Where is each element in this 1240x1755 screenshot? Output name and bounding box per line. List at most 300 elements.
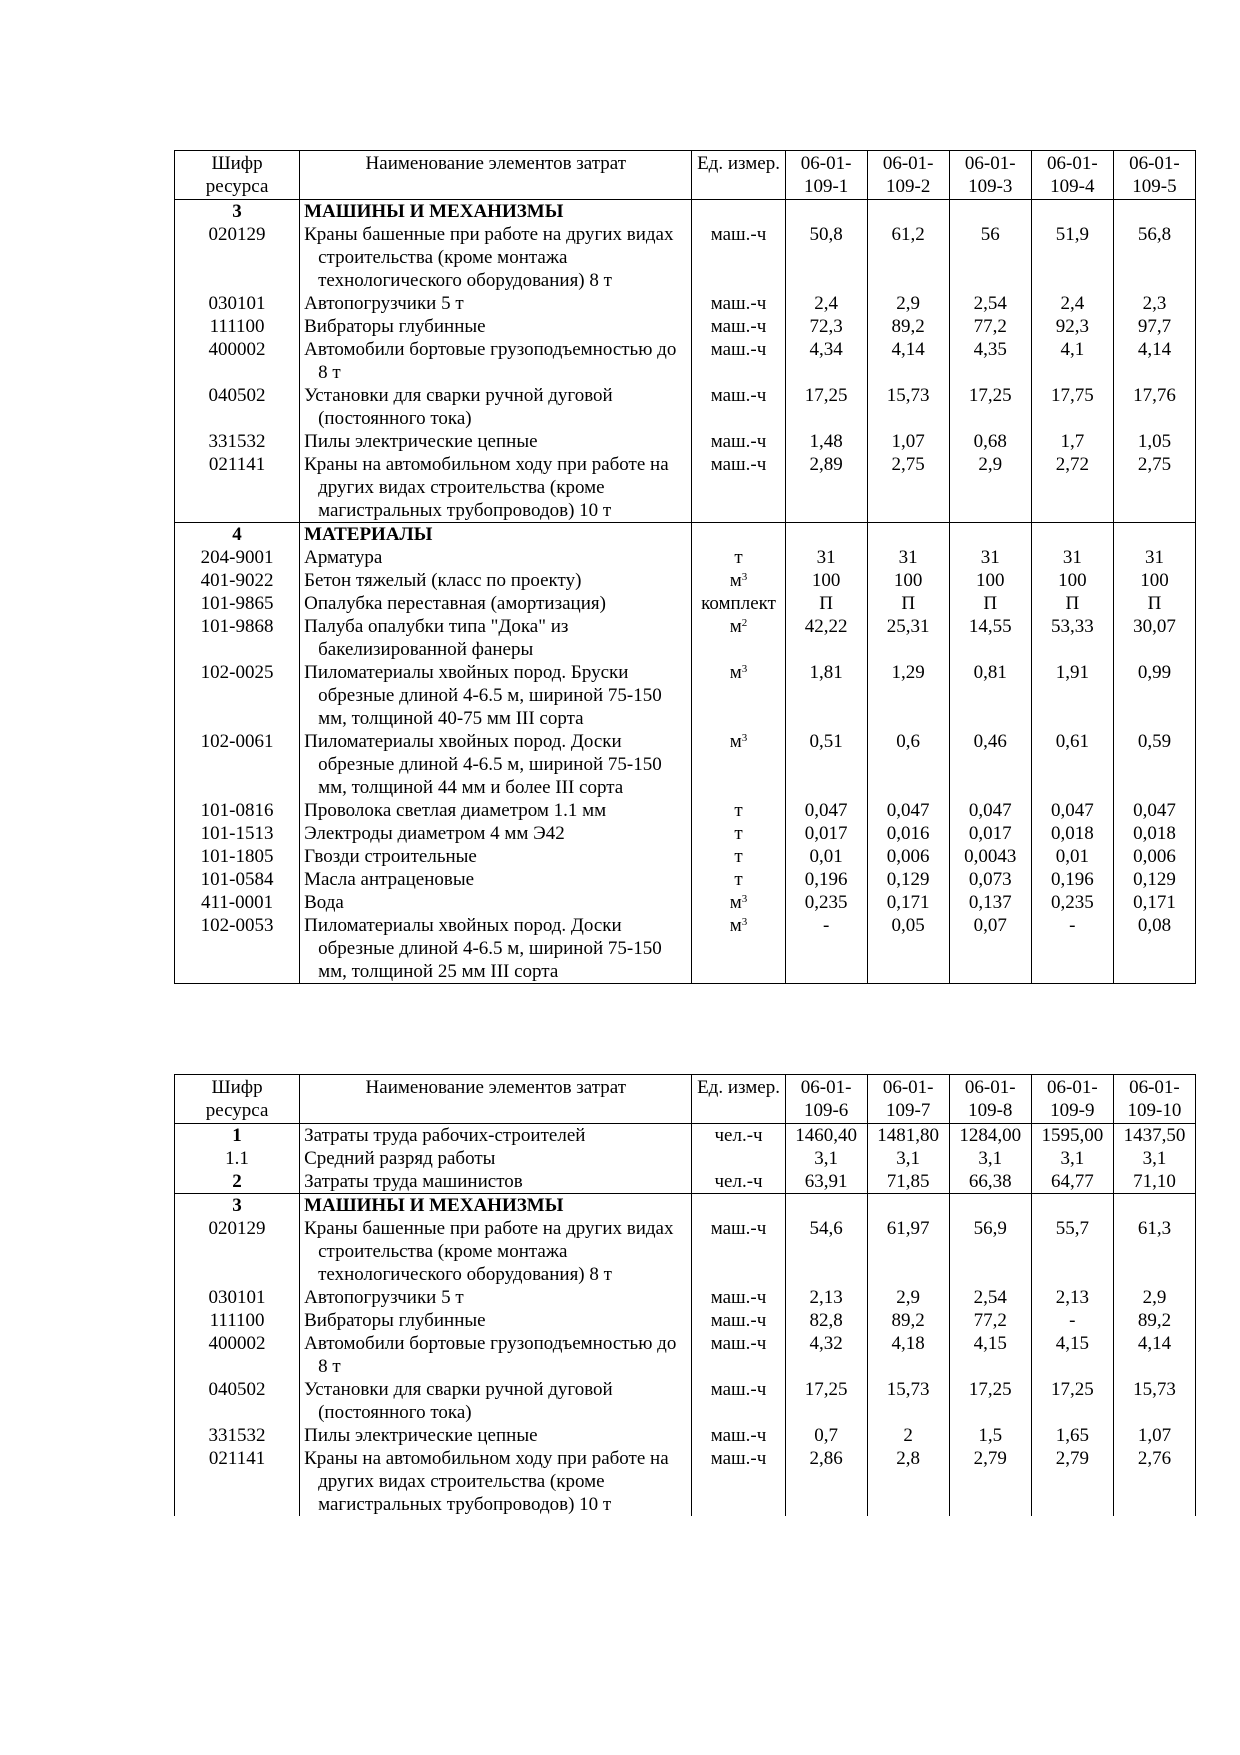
cost-element-text: Пилы электрические цепные bbox=[304, 1425, 538, 1446]
cost-element-name bbox=[300, 292, 692, 315]
table-row bbox=[175, 1447, 1196, 1516]
norm-value: 0,006 bbox=[1113, 845, 1195, 868]
norm-value: 2,86 bbox=[785, 1447, 867, 1516]
norm-value bbox=[1031, 523, 1113, 547]
table-header-row bbox=[175, 151, 1196, 200]
cost-element-name bbox=[300, 822, 692, 845]
resource-code: 331532 bbox=[175, 430, 300, 453]
norm-value: - bbox=[785, 914, 867, 984]
unit-exponent: 3 bbox=[741, 893, 748, 905]
header-norm-col: 06-01-109-6 bbox=[785, 1075, 867, 1124]
norm-value: 2,79 bbox=[1031, 1447, 1113, 1516]
norm-value: 0,047 bbox=[949, 799, 1031, 822]
norm-value: 4,32 bbox=[785, 1332, 867, 1378]
resource-code: 030101 bbox=[175, 292, 300, 315]
norm-value: 4,1 bbox=[1031, 338, 1113, 384]
norm-value: 2,13 bbox=[785, 1286, 867, 1309]
norm-value: 15,73 bbox=[867, 384, 949, 430]
cost-element-name bbox=[300, 523, 692, 547]
norm-value bbox=[1031, 200, 1113, 224]
header-resource-code: Шифр ресурса bbox=[175, 151, 300, 200]
cost-element-name bbox=[300, 1194, 692, 1218]
resource-code: 111100 bbox=[175, 315, 300, 338]
norm-value: 2,89 bbox=[785, 453, 867, 523]
unit-of-measure bbox=[692, 546, 785, 569]
norm-value bbox=[1113, 523, 1195, 547]
norm-value: 0,006 bbox=[867, 845, 949, 868]
table-row bbox=[175, 891, 1196, 914]
unit-of-measure bbox=[692, 822, 785, 845]
unit-text: маш.-ч bbox=[710, 316, 767, 337]
cost-element-name bbox=[300, 315, 692, 338]
norm-value: 1,91 bbox=[1031, 661, 1113, 730]
norm-value: 3,1 bbox=[785, 1147, 867, 1170]
cost-element-text: Бетон тяжелый (класс по проекту) bbox=[304, 570, 582, 591]
norm-value: 72,3 bbox=[785, 315, 867, 338]
resource-code: 102-0061 bbox=[175, 730, 300, 799]
norm-value: 0,018 bbox=[1031, 822, 1113, 845]
norm-value: 0,01 bbox=[785, 845, 867, 868]
norm-value: 1595,00 bbox=[1031, 1124, 1113, 1148]
norm-value: 2 bbox=[867, 1424, 949, 1447]
norm-value: 0,196 bbox=[785, 868, 867, 891]
unit-of-measure bbox=[692, 200, 785, 224]
cost-element-name bbox=[300, 1447, 692, 1516]
norm-value: 0,235 bbox=[1031, 891, 1113, 914]
cost-element-text: Затраты труда машинистов bbox=[304, 1171, 523, 1192]
norm-value: 1,29 bbox=[867, 661, 949, 730]
unit-exponent: 3 bbox=[741, 571, 748, 583]
norm-value: П bbox=[1113, 592, 1195, 615]
resource-code: 400002 bbox=[175, 338, 300, 384]
unit-text: маш.-ч bbox=[710, 1333, 767, 1354]
cost-element-text: Палуба опалубки типа "Дока" из бакелизированной фанеры bbox=[304, 616, 569, 660]
table-row bbox=[175, 315, 1196, 338]
cost-element-text: Краны башенные при работе на других видах строительства (кроме монтажа технологического оборудования) 8 т bbox=[304, 1218, 674, 1285]
norm-value: 0,07 bbox=[949, 914, 1031, 984]
norm-value: 0,235 bbox=[785, 891, 867, 914]
unit-text: маш.-ч bbox=[710, 1425, 767, 1446]
cost-element-text: МАШИНЫ И МЕХАНИЗМЫ bbox=[304, 201, 564, 222]
norm-value: 3,1 bbox=[867, 1147, 949, 1170]
header-norm-col: 06-01-109-10 bbox=[1113, 1075, 1195, 1124]
unit-of-measure bbox=[692, 914, 785, 984]
norm-value: 2,54 bbox=[949, 292, 1031, 315]
norm-value: 0,196 bbox=[1031, 868, 1113, 891]
cost-element-text: Автопогрузчики 5 т bbox=[304, 293, 464, 314]
cost-element-text: Краны на автомобильном ходу при работе на других видах строительства (кроме магистральных трубопроводов) 10 т bbox=[304, 1448, 669, 1515]
norm-value: 89,2 bbox=[867, 1309, 949, 1332]
norm-value: 2,76 bbox=[1113, 1447, 1195, 1516]
norm-value: 2,75 bbox=[867, 453, 949, 523]
table-body bbox=[175, 1124, 1196, 1517]
resource-code: 401-9022 bbox=[175, 569, 300, 592]
unit-text: маш.-ч bbox=[710, 431, 767, 452]
norm-value: П bbox=[785, 592, 867, 615]
header-norm-col: 06-01-109-3 bbox=[949, 151, 1031, 200]
resource-code: 101-9865 bbox=[175, 592, 300, 615]
norm-value: 2,9 bbox=[1113, 1286, 1195, 1309]
cost-element-name bbox=[300, 200, 692, 224]
table-row bbox=[175, 223, 1196, 292]
norm-value: 0,017 bbox=[949, 822, 1031, 845]
cost-element-text: Пиломатериалы хвойных пород. Доски обрезные длиной 4-6.5 м, шириной 75-150 мм, толщиной 25 мм III сорта bbox=[304, 915, 662, 982]
norm-value: 0,047 bbox=[867, 799, 949, 822]
unit-of-measure bbox=[692, 453, 785, 523]
unit-of-measure bbox=[692, 569, 785, 592]
norm-value: 0,05 bbox=[867, 914, 949, 984]
norm-value: 61,97 bbox=[867, 1217, 949, 1286]
unit-of-measure bbox=[692, 1170, 785, 1194]
cost-element-name bbox=[300, 1286, 692, 1309]
unit-of-measure bbox=[692, 1217, 785, 1286]
unit-text: маш.-ч bbox=[710, 1287, 767, 1308]
cost-element-name bbox=[300, 569, 692, 592]
table-row bbox=[175, 338, 1196, 384]
norm-value: 31 bbox=[1113, 546, 1195, 569]
norm-value: 89,2 bbox=[867, 315, 949, 338]
norm-value: 17,76 bbox=[1113, 384, 1195, 430]
resource-code: 2 bbox=[175, 1170, 300, 1194]
table-row bbox=[175, 430, 1196, 453]
norm-value: 25,31 bbox=[867, 615, 949, 661]
unit-text: т bbox=[734, 846, 743, 867]
cost-element-name bbox=[300, 1170, 692, 1194]
table-body bbox=[175, 200, 1196, 984]
norm-value: 0,81 bbox=[949, 661, 1031, 730]
norm-value: 82,8 bbox=[785, 1309, 867, 1332]
header-norm-col: 06-01-109-1 bbox=[785, 151, 867, 200]
norm-value: 0,018 bbox=[1113, 822, 1195, 845]
cost-element-name bbox=[300, 384, 692, 430]
cost-element-name bbox=[300, 914, 692, 984]
norm-value: 0,7 bbox=[785, 1424, 867, 1447]
norm-value: 71,85 bbox=[867, 1170, 949, 1194]
resource-code: 101-0816 bbox=[175, 799, 300, 822]
norm-value: 0,08 bbox=[1113, 914, 1195, 984]
norm-value: 0,047 bbox=[785, 799, 867, 822]
norm-value: 2,79 bbox=[949, 1447, 1031, 1516]
norm-value bbox=[867, 200, 949, 224]
unit-of-measure bbox=[692, 1447, 785, 1516]
unit-of-measure bbox=[692, 315, 785, 338]
unit-of-measure bbox=[692, 730, 785, 799]
norm-value: 0,129 bbox=[867, 868, 949, 891]
norm-value: 1,7 bbox=[1031, 430, 1113, 453]
norm-value: 31 bbox=[785, 546, 867, 569]
table-row bbox=[175, 1217, 1196, 1286]
norm-value: 2,9 bbox=[949, 453, 1031, 523]
norm-value: 2,13 bbox=[1031, 1286, 1113, 1309]
norm-value bbox=[867, 523, 949, 547]
norm-value: 61,3 bbox=[1113, 1217, 1195, 1286]
unit-text: м bbox=[729, 892, 742, 913]
resource-code: 3 bbox=[175, 1194, 300, 1218]
norm-value: 1,5 bbox=[949, 1424, 1031, 1447]
norm-value: 53,33 bbox=[1031, 615, 1113, 661]
cost-element-text: Пиломатериалы хвойных пород. Бруски обрезные длиной 4-6.5 м, шириной 75-150 мм, толщиной 40-75 мм III сорта bbox=[304, 662, 662, 729]
resource-code: 040502 bbox=[175, 384, 300, 430]
unit-exponent: 3 bbox=[741, 916, 748, 928]
norm-value bbox=[867, 1194, 949, 1218]
norm-value bbox=[785, 1194, 867, 1218]
section-row bbox=[175, 523, 1196, 547]
norm-value: 17,25 bbox=[785, 1378, 867, 1424]
table-row bbox=[175, 730, 1196, 799]
norm-value: 2,72 bbox=[1031, 453, 1113, 523]
unit-text: маш.-ч bbox=[710, 385, 767, 406]
norm-value: 63,91 bbox=[785, 1170, 867, 1194]
cost-element-text: МАШИНЫ И МЕХАНИЗМЫ bbox=[304, 1195, 564, 1216]
table-row bbox=[175, 292, 1196, 315]
norm-value: 17,75 bbox=[1031, 384, 1113, 430]
norm-value: 0,99 bbox=[1113, 661, 1195, 730]
unit-of-measure bbox=[692, 615, 785, 661]
norm-value: 1,05 bbox=[1113, 430, 1195, 453]
unit-of-measure bbox=[692, 661, 785, 730]
table-row bbox=[175, 1424, 1196, 1447]
cost-element-name bbox=[300, 615, 692, 661]
resource-code: 111100 bbox=[175, 1309, 300, 1332]
cost-element-text: Краны башенные при работе на других видах строительства (кроме монтажа технологического оборудования) 8 т bbox=[304, 224, 674, 291]
norm-value: 31 bbox=[1031, 546, 1113, 569]
unit-text: маш.-ч bbox=[710, 339, 767, 360]
unit-text: маш.-ч bbox=[710, 1218, 767, 1239]
resource-code: 020129 bbox=[175, 223, 300, 292]
norm-value: 0,073 bbox=[949, 868, 1031, 891]
cost-element-name bbox=[300, 1378, 692, 1424]
unit-text: маш.-ч bbox=[710, 224, 767, 245]
table-row bbox=[175, 1147, 1196, 1170]
cost-element-text: Автомобили бортовые грузоподъемностью до 8 т bbox=[304, 1333, 677, 1377]
norm-value: 0,61 bbox=[1031, 730, 1113, 799]
cost-element-text: Автопогрузчики 5 т bbox=[304, 1287, 464, 1308]
norm-value: 0,047 bbox=[1113, 799, 1195, 822]
unit-text: т bbox=[734, 869, 743, 890]
norm-value: 56,9 bbox=[949, 1217, 1031, 1286]
unit-text: т bbox=[734, 823, 743, 844]
norm-value: 100 bbox=[785, 569, 867, 592]
resource-code: 3 bbox=[175, 200, 300, 224]
norm-value: 30,07 bbox=[1113, 615, 1195, 661]
norm-value: 71,10 bbox=[1113, 1170, 1195, 1194]
cost-element-name bbox=[300, 1309, 692, 1332]
norm-value: 31 bbox=[949, 546, 1031, 569]
cost-element-name bbox=[300, 730, 692, 799]
norm-value: 3,1 bbox=[1113, 1147, 1195, 1170]
cost-element-name bbox=[300, 845, 692, 868]
unit-of-measure bbox=[692, 891, 785, 914]
cost-element-name bbox=[300, 546, 692, 569]
table-row bbox=[175, 1124, 1196, 1148]
norm-value: 0,46 bbox=[949, 730, 1031, 799]
cost-element-text: МАТЕРИАЛЫ bbox=[304, 524, 433, 545]
resource-code: 021141 bbox=[175, 1447, 300, 1516]
resource-code: 411-0001 bbox=[175, 891, 300, 914]
resource-code: 4 bbox=[175, 523, 300, 547]
norm-value: 1460,40 bbox=[785, 1124, 867, 1148]
table-row bbox=[175, 1286, 1196, 1309]
unit-text: маш.-ч bbox=[710, 1448, 767, 1469]
norm-value: П bbox=[949, 592, 1031, 615]
table-row bbox=[175, 845, 1196, 868]
norm-value: 3,1 bbox=[1031, 1147, 1113, 1170]
table-row bbox=[175, 453, 1196, 523]
norms-table-2 bbox=[174, 1074, 1196, 1516]
unit-of-measure bbox=[692, 430, 785, 453]
table-row bbox=[175, 1309, 1196, 1332]
norm-value: 1,48 bbox=[785, 430, 867, 453]
norms-table-1 bbox=[174, 150, 1196, 984]
resource-code: 400002 bbox=[175, 1332, 300, 1378]
table-row bbox=[175, 914, 1196, 984]
norm-value: 1437,50 bbox=[1113, 1124, 1195, 1148]
norm-value: 0,6 bbox=[867, 730, 949, 799]
unit-text: м bbox=[729, 616, 742, 637]
unit-text: маш.-ч bbox=[710, 454, 767, 475]
unit-of-measure bbox=[692, 1286, 785, 1309]
header-unit: Ед. измер. bbox=[692, 1075, 785, 1124]
norm-value: 4,14 bbox=[1113, 338, 1195, 384]
resource-code: 040502 bbox=[175, 1378, 300, 1424]
cost-element-text: Установки для сварки ручной дуговой (постоянного тока) bbox=[304, 385, 613, 429]
norm-value: 0,171 bbox=[867, 891, 949, 914]
norm-value: 4,18 bbox=[867, 1332, 949, 1378]
table-row bbox=[175, 615, 1196, 661]
unit-exponent: 3 bbox=[741, 663, 748, 675]
resource-code: 020129 bbox=[175, 1217, 300, 1286]
norm-value: 2,3 bbox=[1113, 292, 1195, 315]
norm-value: 2,9 bbox=[867, 292, 949, 315]
norm-value: 97,7 bbox=[1113, 315, 1195, 338]
cost-element-name bbox=[300, 430, 692, 453]
cost-element-name bbox=[300, 891, 692, 914]
norm-value: П bbox=[1031, 592, 1113, 615]
cost-element-name bbox=[300, 338, 692, 384]
norm-value: 31 bbox=[867, 546, 949, 569]
resource-code: 331532 bbox=[175, 1424, 300, 1447]
cost-element-text: Электроды диаметром 4 мм Э42 bbox=[304, 823, 565, 844]
unit-text: комплект bbox=[701, 593, 776, 614]
unit-text: чел.-ч bbox=[714, 1171, 763, 1192]
table-header-row bbox=[175, 1075, 1196, 1124]
table-row bbox=[175, 868, 1196, 891]
header-norm-col: 06-01-109-8 bbox=[949, 1075, 1031, 1124]
header-norm-col: 06-01-109-2 bbox=[867, 151, 949, 200]
cost-element-name bbox=[300, 223, 692, 292]
cost-element-text: Вибраторы глубинные bbox=[304, 1310, 486, 1331]
norm-value: 0,016 bbox=[867, 822, 949, 845]
norm-value: 2,54 bbox=[949, 1286, 1031, 1309]
norm-value: 17,25 bbox=[785, 384, 867, 430]
table-row bbox=[175, 822, 1196, 845]
norm-value bbox=[949, 1194, 1031, 1218]
norm-value: 14,55 bbox=[949, 615, 1031, 661]
unit-of-measure bbox=[692, 1424, 785, 1447]
resource-code: 101-1805 bbox=[175, 845, 300, 868]
unit-text: м bbox=[729, 570, 742, 591]
resource-code: 021141 bbox=[175, 453, 300, 523]
norm-value: 56 bbox=[949, 223, 1031, 292]
unit-text: м bbox=[729, 731, 742, 752]
unit-of-measure bbox=[692, 1378, 785, 1424]
norm-value: 56,8 bbox=[1113, 223, 1195, 292]
resource-code: 102-0025 bbox=[175, 661, 300, 730]
resource-code: 101-1513 bbox=[175, 822, 300, 845]
norm-value: 4,14 bbox=[1113, 1332, 1195, 1378]
unit-of-measure bbox=[692, 1309, 785, 1332]
resource-code: 102-0053 bbox=[175, 914, 300, 984]
cost-element-text: Вода bbox=[304, 892, 344, 913]
norm-value: 0,017 bbox=[785, 822, 867, 845]
cost-element-text: Проволока светлая диаметром 1.1 мм bbox=[304, 800, 607, 821]
norm-value: 0,01 bbox=[1031, 845, 1113, 868]
norm-value: 77,2 bbox=[949, 1309, 1031, 1332]
cost-element-text: Пилы электрические цепные bbox=[304, 431, 538, 452]
header-norm-col: 06-01-109-7 bbox=[867, 1075, 949, 1124]
cost-element-text: Гвозди строительные bbox=[304, 846, 477, 867]
unit-of-measure bbox=[692, 384, 785, 430]
header-cost-name: Наименование элементов затрат bbox=[300, 151, 692, 200]
table-row bbox=[175, 799, 1196, 822]
unit-of-measure bbox=[692, 868, 785, 891]
norm-value: 2,9 bbox=[867, 1286, 949, 1309]
norm-value: 4,34 bbox=[785, 338, 867, 384]
norm-value bbox=[785, 523, 867, 547]
norm-value: 100 bbox=[949, 569, 1031, 592]
header-unit: Ед. измер. bbox=[692, 151, 785, 200]
norm-value: 0,171 bbox=[1113, 891, 1195, 914]
cost-element-text: Установки для сварки ручной дуговой (постоянного тока) bbox=[304, 1379, 613, 1423]
norm-value: 1,65 bbox=[1031, 1424, 1113, 1447]
norm-value: 54,6 bbox=[785, 1217, 867, 1286]
norm-value: 61,2 bbox=[867, 223, 949, 292]
unit-text: маш.-ч bbox=[710, 293, 767, 314]
table-row bbox=[175, 1378, 1196, 1424]
unit-text: маш.-ч bbox=[710, 1379, 767, 1400]
norm-value: 0,51 bbox=[785, 730, 867, 799]
norm-value: 15,73 bbox=[867, 1378, 949, 1424]
cost-element-name bbox=[300, 453, 692, 523]
unit-of-measure bbox=[692, 1124, 785, 1148]
resource-code: 030101 bbox=[175, 1286, 300, 1309]
resource-code: 1.1 bbox=[175, 1147, 300, 1170]
norm-value: 0,59 bbox=[1113, 730, 1195, 799]
norm-value: 100 bbox=[1113, 569, 1195, 592]
unit-exponent: 3 bbox=[741, 732, 748, 744]
table-row bbox=[175, 1170, 1196, 1194]
cost-element-text: Масла антраценовые bbox=[304, 869, 475, 890]
cost-element-name bbox=[300, 1424, 692, 1447]
unit-text: чел.-ч bbox=[714, 1125, 763, 1146]
section-row bbox=[175, 1194, 1196, 1218]
norm-value bbox=[785, 200, 867, 224]
unit-of-measure bbox=[692, 223, 785, 292]
norm-value bbox=[1113, 200, 1195, 224]
unit-text: т bbox=[734, 547, 743, 568]
cost-element-text: Затраты труда рабочих-строителей bbox=[304, 1125, 586, 1146]
header-cost-name: Наименование элементов затрат bbox=[300, 1075, 692, 1124]
norm-value bbox=[949, 523, 1031, 547]
norm-value: 100 bbox=[1031, 569, 1113, 592]
norm-value: 4,15 bbox=[949, 1332, 1031, 1378]
unit-of-measure bbox=[692, 1332, 785, 1378]
resource-code: 101-0584 bbox=[175, 868, 300, 891]
norm-value: 66,38 bbox=[949, 1170, 1031, 1194]
cost-element-text: Автомобили бортовые грузоподъемностью до 8 т bbox=[304, 339, 677, 383]
unit-of-measure bbox=[692, 292, 785, 315]
resource-code: 101-9868 bbox=[175, 615, 300, 661]
